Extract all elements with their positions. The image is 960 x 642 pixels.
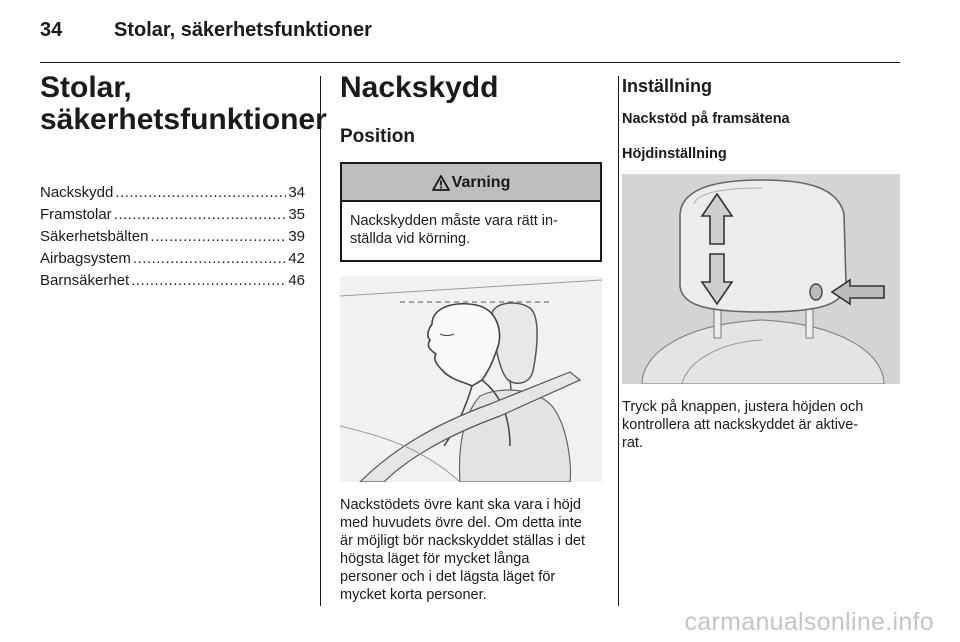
toc-leader bbox=[133, 248, 286, 270]
paragraph-line: kontrollera att nackskyddet är aktive- bbox=[622, 417, 859, 433]
warning-triangle-icon bbox=[432, 175, 450, 191]
toc-leader bbox=[115, 182, 286, 204]
paragraph-line: är möjligt bör nackskyddet ställas i det bbox=[340, 533, 585, 549]
toc-page: 46 bbox=[288, 272, 305, 289]
warning-box bbox=[340, 162, 602, 262]
paragraph-line: med huvudets övre del. Om detta inte bbox=[340, 515, 582, 531]
toc-leader bbox=[150, 226, 286, 248]
heading-installning: Inställning bbox=[622, 76, 712, 96]
driver-headrest-position-illustration bbox=[340, 276, 602, 482]
toc-label: Nackskydd bbox=[40, 184, 114, 201]
warning-header bbox=[342, 164, 600, 202]
toc-page: 42 bbox=[288, 250, 305, 267]
watermark: carmanualsonline.info bbox=[684, 608, 934, 636]
running-header-title: Stolar, säkerhetsfunktioner bbox=[114, 19, 372, 41]
table-of-contents bbox=[40, 182, 305, 292]
column-adjustment bbox=[622, 76, 902, 452]
toc-label: Airbagsystem bbox=[40, 250, 131, 267]
header-rule bbox=[40, 62, 900, 63]
toc-entry-sakerhetsbalten[interactable] bbox=[40, 226, 305, 248]
column-divider-left bbox=[320, 76, 321, 606]
column-contents bbox=[40, 71, 327, 292]
toc-leader bbox=[131, 270, 286, 292]
toc-entry-framstolar[interactable] bbox=[40, 204, 305, 226]
toc-entry-barnsakerhet[interactable] bbox=[40, 270, 305, 292]
paragraph-line: personer och i det lägsta läget för bbox=[340, 569, 556, 585]
paragraph-line: högsta läget för mycket långa bbox=[340, 551, 530, 567]
page-number: 34 bbox=[40, 19, 63, 41]
heading-position: Position bbox=[340, 126, 415, 147]
heading-nackskydd: Nackskydd bbox=[340, 71, 499, 104]
toc-entry-airbagsystem[interactable] bbox=[40, 248, 305, 270]
section-title-line2: säkerhetsfunktioner bbox=[40, 103, 327, 136]
headrest-height-adjustment-illustration bbox=[622, 174, 900, 384]
toc-page: 34 bbox=[288, 184, 305, 201]
toc-label: Barnsäkerhet bbox=[40, 272, 130, 289]
toc-entry-nackskydd[interactable] bbox=[40, 182, 305, 204]
paragraph-headrest-position bbox=[340, 496, 602, 604]
paragraph-line: rat. bbox=[622, 435, 643, 451]
toc-leader bbox=[114, 204, 287, 226]
column-divider-right bbox=[618, 76, 619, 606]
toc-label: Säkerhetsbälten bbox=[40, 228, 149, 245]
warning-text-line2: ställda vid körning. bbox=[350, 231, 471, 247]
warning-text-line1: Nackskydden måste vara rätt in- bbox=[350, 213, 558, 229]
heading-hojdinstallning: Höjdinställning bbox=[622, 146, 727, 162]
column-position bbox=[340, 72, 602, 604]
warning-text bbox=[342, 202, 600, 260]
toc-page: 35 bbox=[288, 206, 305, 223]
paragraph-line: Tryck på knappen, justera höjden och bbox=[622, 399, 864, 415]
toc-page: 39 bbox=[288, 228, 305, 245]
section-title bbox=[40, 71, 327, 136]
paragraph-line: mycket korta personer. bbox=[340, 587, 487, 603]
toc-label: Framstolar bbox=[40, 206, 112, 223]
paragraph-height-adjustment bbox=[622, 398, 902, 452]
paragraph-line: Nackstödets övre kant ska vara i höjd bbox=[340, 497, 581, 513]
warning-title: Varning bbox=[451, 174, 511, 191]
heading-nackstod-framsatena: Nackstöd på framsätena bbox=[622, 111, 790, 127]
section-title-line1: Stolar, bbox=[40, 71, 132, 104]
